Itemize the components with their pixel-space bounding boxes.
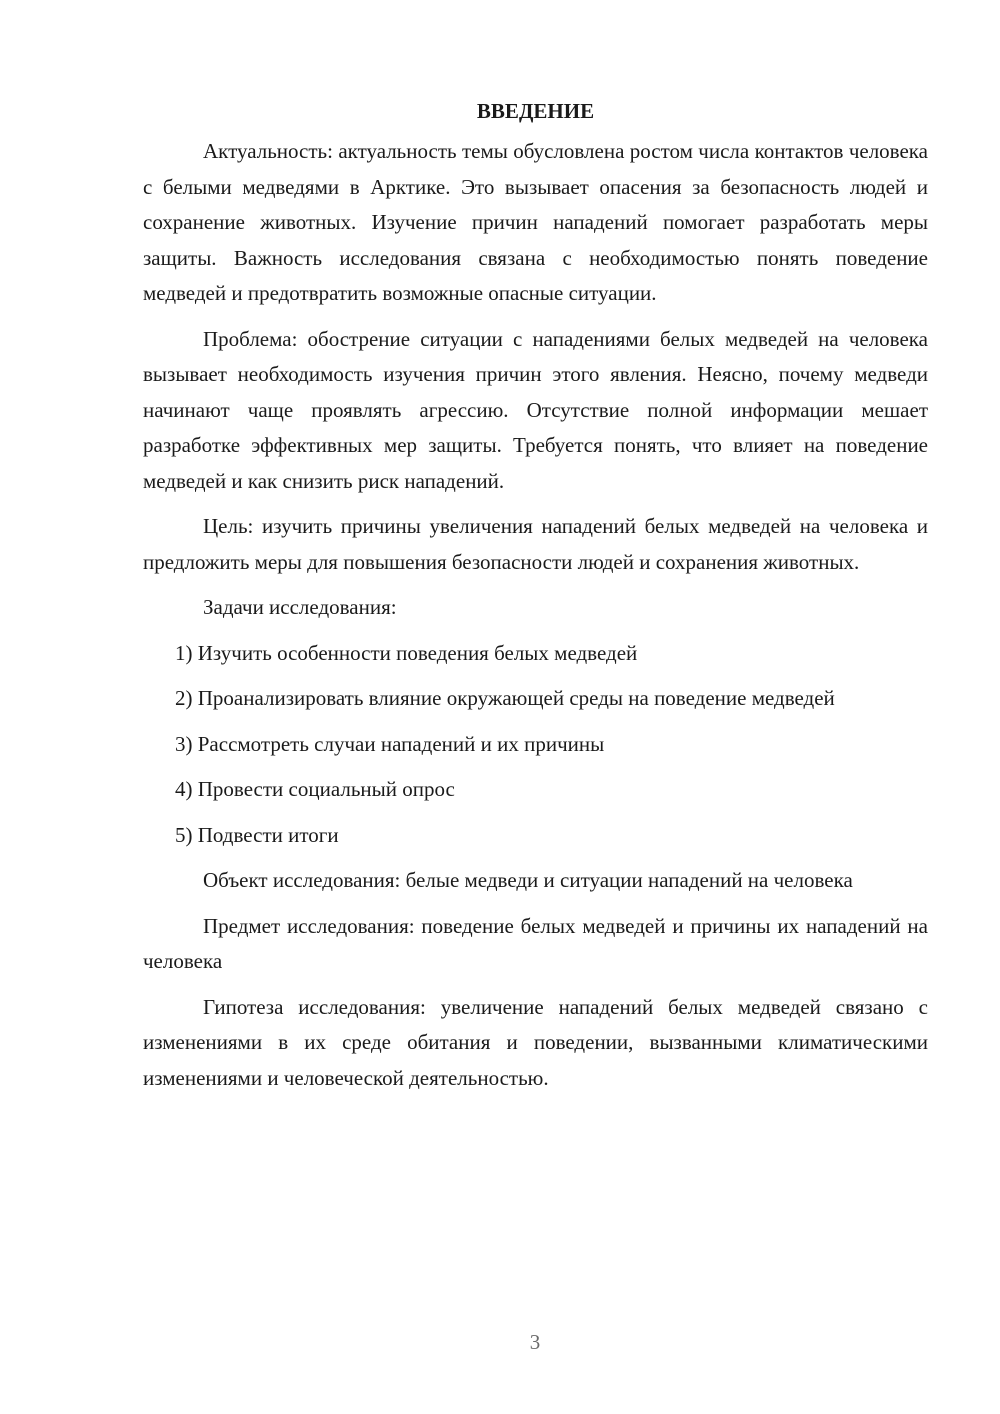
relevance-paragraph: Актуальность: актуальность темы обусловлена ростом числа контактов человека с белыми медведями в Арктике. Это вызывает опасения за безопасность людей и сохранение животных. Изучение причин нападений помогает разработать меры защиты. Важность исследования связана с необходимостью понять поведение медведей и предотвратить возможные опасные ситуации. xyxy=(143,139,928,305)
object-paragraph: Объект исследования: белые медведи и ситуации нападений на человека xyxy=(203,868,853,892)
task-item: 5) Подвести итоги xyxy=(175,822,339,847)
tasks-heading: Задачи исследования: xyxy=(203,595,397,619)
goal-paragraph: Цель: изучить причины увеличения нападений белых медведей на человека и предложить меры для повышения безопасности людей и сохранения животных. xyxy=(143,514,928,574)
section-title: ВВЕДЕНИЕ xyxy=(476,99,595,123)
task-item: 2) Проанализировать влияние окружающей среды на поведение медведей xyxy=(175,686,835,710)
task-item: 4) Провести социальный опрос xyxy=(175,777,455,801)
task-item: 3) Рассмотреть случаи нападений и их причины xyxy=(175,731,605,756)
hypothesis-paragraph: Гипотеза исследования: увеличение нападений белых медведей связано с изменениями в их среде обитания и поведении, вызванными климатическими изменениями и человеческой деятельностью. xyxy=(143,994,928,1090)
subject-paragraph: Предмет исследования: поведение белых медведей и причины их нападений на человека xyxy=(143,913,928,973)
page-number: 3 xyxy=(529,1330,541,1354)
task-item: 1) Изучить особенности поведения белых медведей xyxy=(175,640,638,665)
problem-paragraph: Проблема: обострение ситуации с нападениями белых медведей на человека вызывает необходимость изучения причин этого явления. Неясно, почему медведи начинают чаще проявлять агрессию. Отсутствие полной информации мешает разработке эффективных мер защиты. Требуется понять, что влияет на поведение медведей и как снизить риск нападений. xyxy=(143,326,928,493)
tasks-list xyxy=(143,636,928,854)
document-page xyxy=(143,96,928,1106)
